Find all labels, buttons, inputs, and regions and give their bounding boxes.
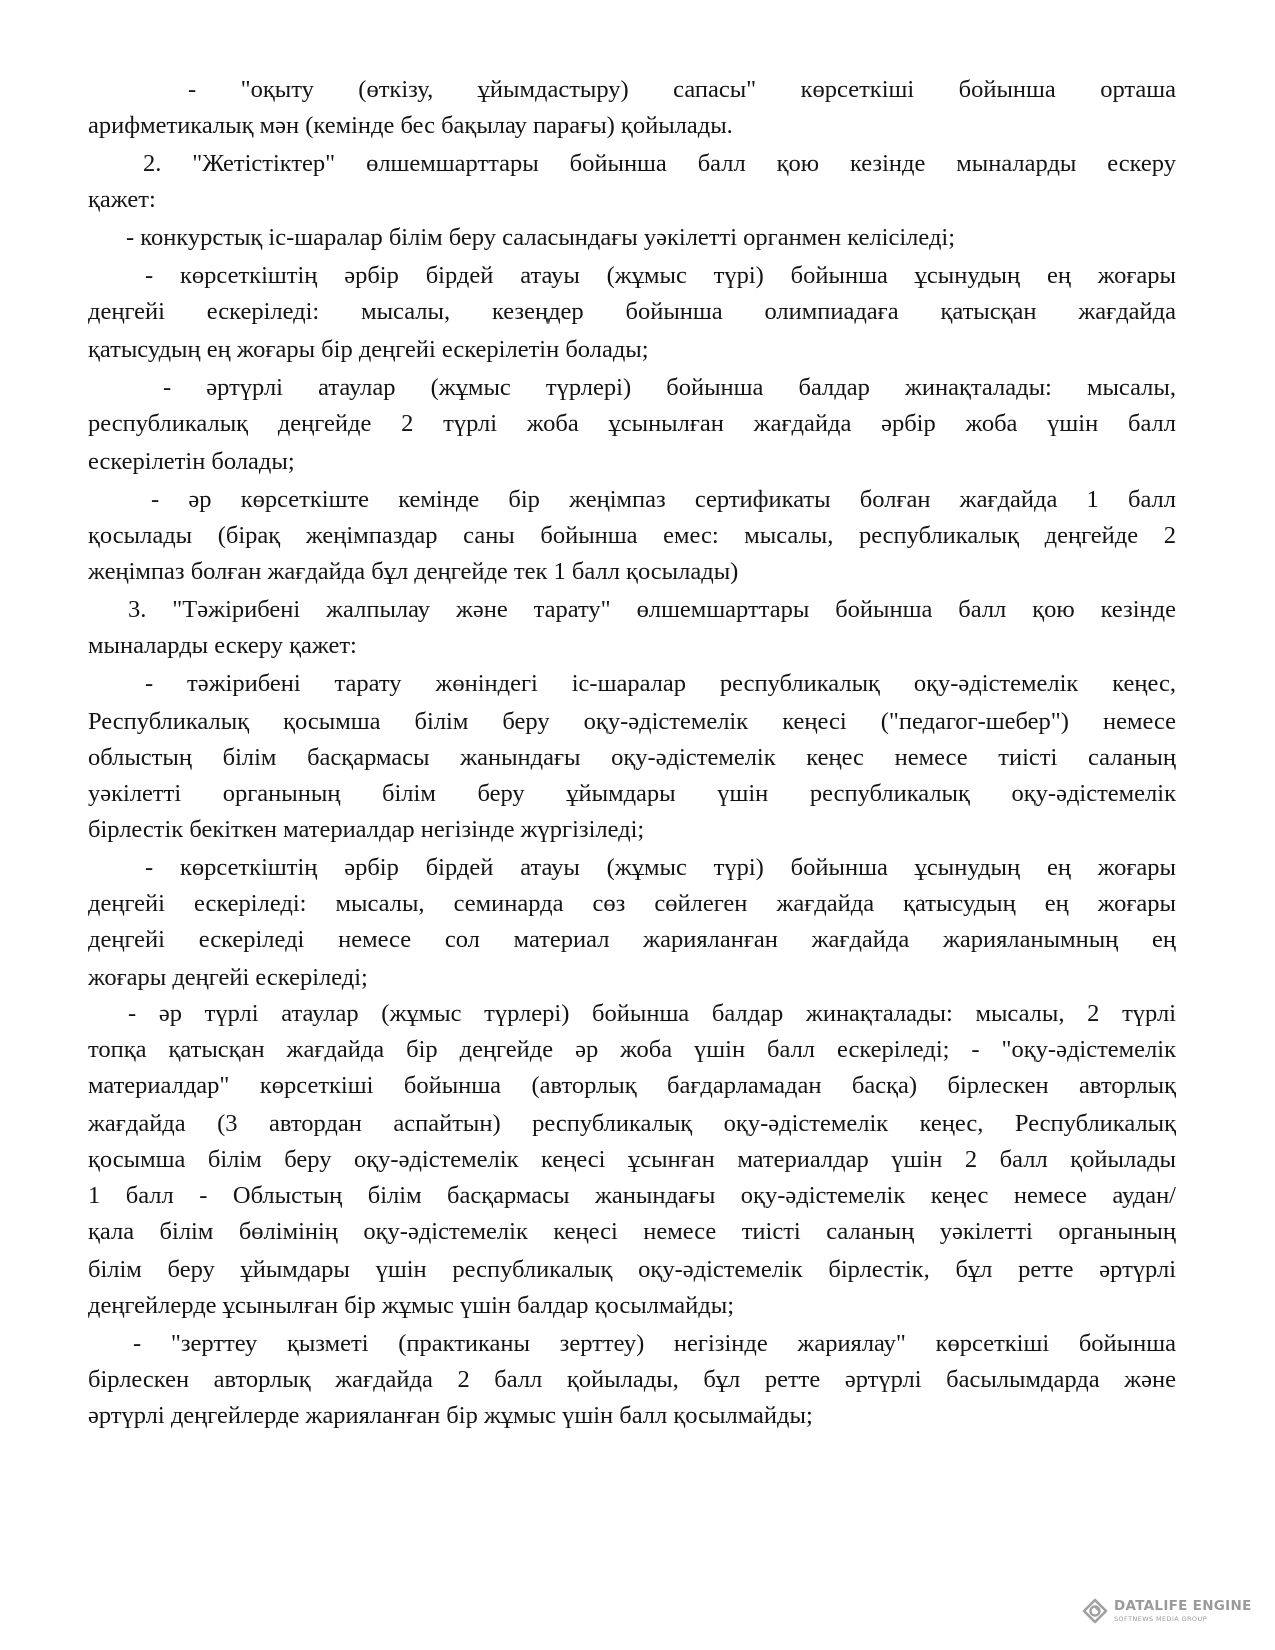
text-line: - әр көрсеткіште кемінде бір жеңімпаз сертификаты болған жағдайда 1 балл [151, 486, 1176, 513]
text-line: бірлестік бекіткен материалдар негізінде жүргізіледі; [88, 816, 645, 843]
text-line: деңгейлерде ұсынылған бір жұмыс үшін балдар қосылмайды; [88, 1292, 735, 1319]
watermark-subtitle: SOFTNEWS MEDIA GROUP [1114, 1614, 1207, 1623]
text-line: қажет: [88, 186, 156, 213]
text-line: - көрсеткіштің әрбір бірдей атауы (жұмыс түрі) бойынша ұсынудың ең жоғары [145, 262, 1176, 289]
text-line: 1 балл - Облыстың білім басқармасы жанындағы оқу-әдістемелік кеңес немесе аудан/ [88, 1182, 1176, 1209]
watermark-title: DATALIFE ENGINE [1114, 1598, 1252, 1614]
text-line: деңгейі ескеріледі: мысалы, кезеңдер бойынша олимпиадаға қатысқан жағдайда [88, 298, 1176, 325]
text-line: 2. "Жетістіктер" өлшемшарттары бойынша балл қою кезінде мыналарды ескеру [143, 150, 1176, 177]
text-line: қала білім бөлімінің оқу-әдістемелік кеңесі немесе тиісті саланың уәкілетті органының [88, 1218, 1176, 1245]
text-line: - көрсеткіштің әрбір бірдей атауы (жұмыс түрі) бойынша ұсынудың ең жоғары [145, 854, 1176, 881]
text-line: қосылады (бірақ жеңімпаздар саны бойынша емес: мысалы, республикалық деңгейде 2 [88, 522, 1176, 549]
watermark [1082, 1598, 1252, 1624]
text-line: топқа қатысқан жағдайда бір деңгейде әр жоба үшін балл ескеріледі; - "оқу-әдістемелік [88, 1036, 1176, 1063]
text-line: республикалық деңгейде 2 түрлі жоба ұсынылған жағдайда әрбір жоба үшін балл [88, 410, 1176, 437]
text-line: - әр түрлі атаулар (жұмыс түрлері) бойынша балдар жинақталады: мысалы, 2 түрлі [128, 1000, 1176, 1027]
text-line: 3. "Тәжірибені жалпылау және тарату" өлшемшарттары бойынша балл қою кезінде [128, 596, 1176, 623]
text-line: деңгейі ескеріледі немесе сол материал жарияланған жағдайда жарияланымның ең [88, 926, 1176, 953]
text-line: - "зерттеу қызметі (практиканы зерттеу) негізінде жариялау" көрсеткіші бойынша [133, 1330, 1176, 1357]
text-line: бірлескен авторлық жағдайда 2 балл қойылады, бұл ретте әртүрлі басылымдарда және [88, 1366, 1176, 1393]
text-line: білім беру ұйымдары үшін республикалық оқу-әдістемелік бірлестік, бұл ретте әртүрлі [88, 1256, 1176, 1283]
text-line: жоғары деңгейі ескеріледі; [88, 964, 368, 991]
text-line: мыналарды ескеру қажет: [88, 632, 357, 659]
text-line: - тәжірибені тарату жөніндегі іс-шаралар республикалық оқу-әдістемелік кеңес, [145, 670, 1176, 697]
text-line: жеңімпаз болған жағдайда бұл деңгейде тек 1 балл қосылады) [88, 558, 739, 585]
text-line: Республикалық қосымша білім беру оқу-әдістемелік кеңесі ("педагог-шебер") немесе [88, 708, 1176, 735]
text-line: уәкілетті органының білім беру ұйымдары үшін республикалық оқу-әдістемелік [88, 780, 1176, 807]
text-line: - әртүрлі атаулар (жұмыс түрлері) бойынша балдар жинақталады: мысалы, [163, 374, 1176, 401]
text-line: - конкурстық іс-шаралар білім беру саласындағы уәкілетті органмен келісіледі; [126, 224, 956, 251]
text-line: қатысудың ең жоғары бір деңгейі ескерілетін болады; [88, 336, 649, 363]
text-line: - "оқыту (өткізу, ұйымдастыру) сапасы" көрсеткіші бойынша орташа [188, 76, 1176, 103]
text-line: ескерілетін болады; [88, 448, 295, 475]
text-line: әртүрлі деңгейлерде жарияланған бір жұмыс үшін балл қосылмайды; [88, 1402, 813, 1429]
text-line: деңгейі ескеріледі: мысалы, семинарда сөз сөйлеген жағдайда қатысудың ең жоғары [88, 890, 1176, 917]
datalife-engine-logo-icon [1082, 1598, 1108, 1624]
text-line: қосымша білім беру оқу-әдістемелік кеңесі ұсынған материалдар үшін 2 балл қойылады [88, 1146, 1176, 1173]
text-line: жағдайда (3 автордан аспайтын) республикалық оқу-әдістемелік кеңес, Республикалық [88, 1110, 1176, 1137]
text-line: арифметикалық мән (кемінде бес бақылау парағы) қойылады. [88, 112, 733, 139]
text-line: облыстың білім басқармасы жанындағы оқу-әдістемелік кеңес немесе тиісті саланың [88, 744, 1176, 771]
text-line: материалдар" көрсеткіші бойынша (авторлық бағдарламадан басқа) бірлескен авторлық [88, 1072, 1176, 1099]
